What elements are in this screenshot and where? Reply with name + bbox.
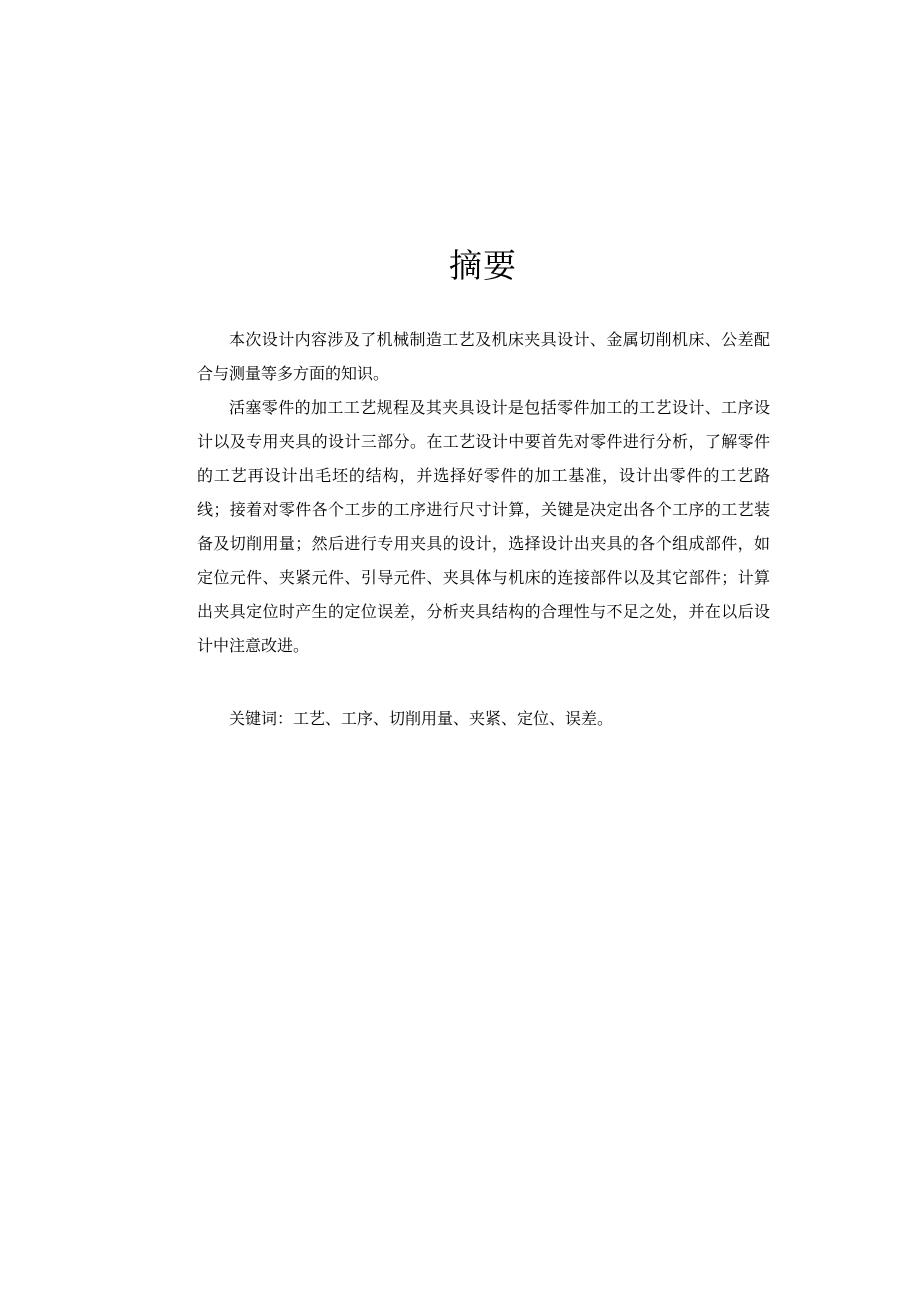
keywords-line: 关键词：工艺、工序、切削用量、夹紧、定位、误差。 bbox=[229, 709, 614, 728]
page-title: 摘要 bbox=[449, 246, 517, 285]
abstract-body bbox=[197, 323, 770, 663]
abstract-paragraph-1: 本次设计内容涉及了机械制造工艺及机床夹具设计、金属切削机床、公差配合与测量等多方面的知识。 bbox=[197, 330, 770, 383]
abstract-paragraph-2: 活塞零件的加工工艺规程及其夹具设计是包括零件加工的工艺设计、工序设计以及专用夹具的设计三部分。在工艺设计中要首先对零件进行分析，了解零件的工艺再设计出毛坯的结构，并选择好零件的加工基准，设计出零件的工艺路线；接着对零件各个工步的工序进行尺寸计算，关键是决定出各个工序的工艺装备及切削用量；然后进行专用夹具的设计，选择设计出夹具的各个组成部件，如定位元件、夹紧元件、引导元件、夹具体与机床的连接部件以及其它部件；计算出夹具定位时产生的定位误差，分析夹具结构的合理性与不足之处，并在以后设计中注意改进。 bbox=[197, 398, 770, 655]
